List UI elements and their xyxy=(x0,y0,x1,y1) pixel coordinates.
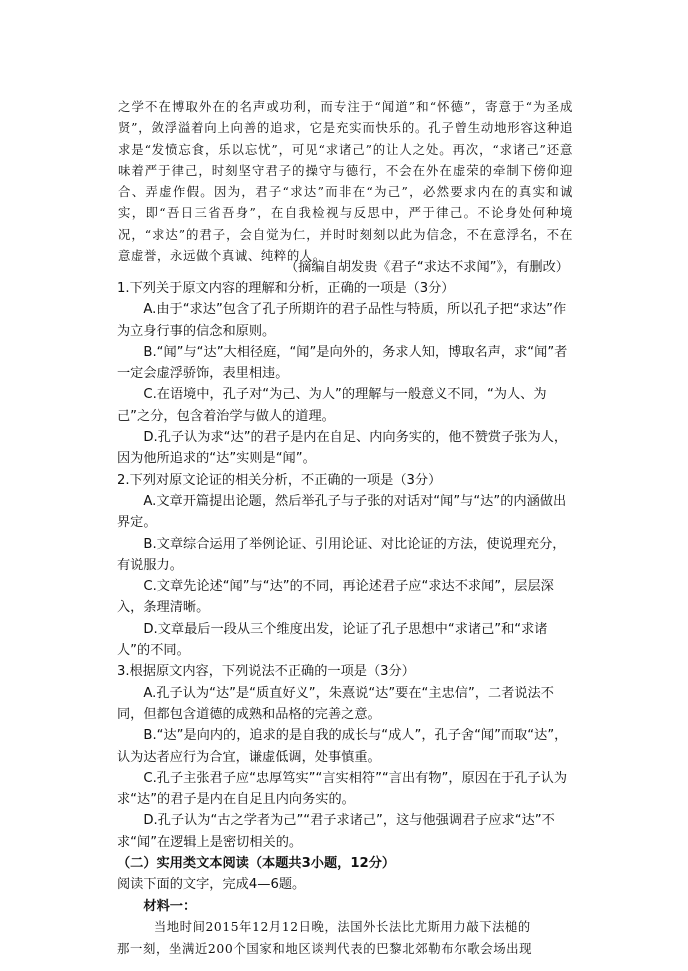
question-stem: 2.下列对原文论证的相关分析，不正确的一项是（3分） xyxy=(117,472,442,488)
question-list xyxy=(117,278,572,960)
source-citation-block xyxy=(118,257,573,278)
option-c: C.孔子主张君子应“忠厚笃实”“言实相符”“言出有物”，原因在于孔子认为求“达”的君子是内在自足且内向务实的。 xyxy=(117,770,568,808)
passage-paragraph: 之学不在博取外在的名声或功利，而专注于“闻道”和“怀德”，寄意于“为圣成贤”，敛浮溢着向上向善的追求，它是充实而快乐的。孔子曾生动地形容这种追求是“发愤忘食，乐以忘忧”，可见“求诸己”的让人之处。再次，“求诸己”还意味着严于律己，时刻坚守君子的操守与德行，不会在外在虚荣的牵制下傍仰迎合、弄虚作假。因为，君子“求达”而非在“为己”，必然要求内在的真实和诚实，即“吾日三省吾身”，在自我检视与反思中，严于律己。不论身处何种境况，“求达”的君子，会自觉为仁，并时时刻刻以此为信念，不在意浮名，不在意虚誉，永远做个真诚、纯粹的人。 xyxy=(118,99,573,264)
option-a: A.由于“求达”包含了孔子所期许的君子品性与特质，所以孔子把“求达”作为立身行事的信念和原则。 xyxy=(117,302,567,339)
option-b: B.“达”是向内的，追求的是自我的成长与“成人”，孔子舍“闻”而取“达”，认为达者应行为合宜，谦虚低调，处事慎重。 xyxy=(117,728,568,765)
question-stem: 3.根据原文内容，下列说法不正确的一项是（3分） xyxy=(117,664,415,680)
section-heading: （二）实用类文本阅读（本题共3小题，12分） xyxy=(117,856,396,872)
option-a: A.孔子认为“达”是“质直好义”，朱熹说“达”要在“主忠信”，二者说法不同，但都包含道德的成熟和品格的完善之意。 xyxy=(117,685,554,722)
option-a: A.文章开篇提出论题，然后举孔子与子张的对话对“闻”与“达”的内涵做出界定。 xyxy=(117,493,567,531)
question-stem: 1.下列关于原文内容的理解和分析，正确的一项是（3分） xyxy=(117,281,455,296)
option-d: D.孔子认为“古之学者为己”“君子求诸己”，这与他强调君子应求“达”不求“闻”在逻辑上是密切相关的。 xyxy=(117,813,555,850)
option-c: C.在语境中，孔子对“为己、为人”的理解与一般意义不同，“为人、为己”之分，包含着治学与做人的道理。 xyxy=(117,387,547,424)
option-c: C.文章先论述“闻”与“达”的不同，再论述君子应“求达不求闻”，层层深入，条理清晰。 xyxy=(117,579,554,616)
option-d: D.孔子认为求“达”的君子是内在自足、内向务实的，他不赞赏子张为人，因为他所追求的“达”实则是“闻”。 xyxy=(117,430,568,467)
material-line: 那一刻，坐满近200个国家和地区谈判代表的巴黎北郊勒布尔歌会场出现 xyxy=(117,941,533,957)
question-2 xyxy=(117,470,572,662)
option-d: D.文章最后一段从三个维度出发，论证了孔子思想中“求诸己”和“求诸人”的不同。 xyxy=(117,621,548,659)
material-label: 材料一： xyxy=(143,898,197,914)
source-citation: （摘编自胡发贵《君子“求达不求闻”》，有删改） xyxy=(285,260,569,275)
material-line: 当地时间2015年12月12日晚，法国外长法比尤斯用力敲下法槌的 xyxy=(153,919,531,934)
option-b: B.“闻”与“达”大相径庭，“闻”是向外的，务求人知，博取名声，求“闻”者一定会虚浮骄饰，表里相违。 xyxy=(117,344,568,382)
section-instruction: 阅读下面的文字，完成4—6题。 xyxy=(117,877,306,893)
option-b: B.文章综合运用了举例论证、引用论证、对比论证的方法，使说理充分，有说服力。 xyxy=(117,536,566,573)
question-3 xyxy=(117,661,572,853)
passage-ending xyxy=(118,96,573,266)
question-1 xyxy=(117,278,572,470)
